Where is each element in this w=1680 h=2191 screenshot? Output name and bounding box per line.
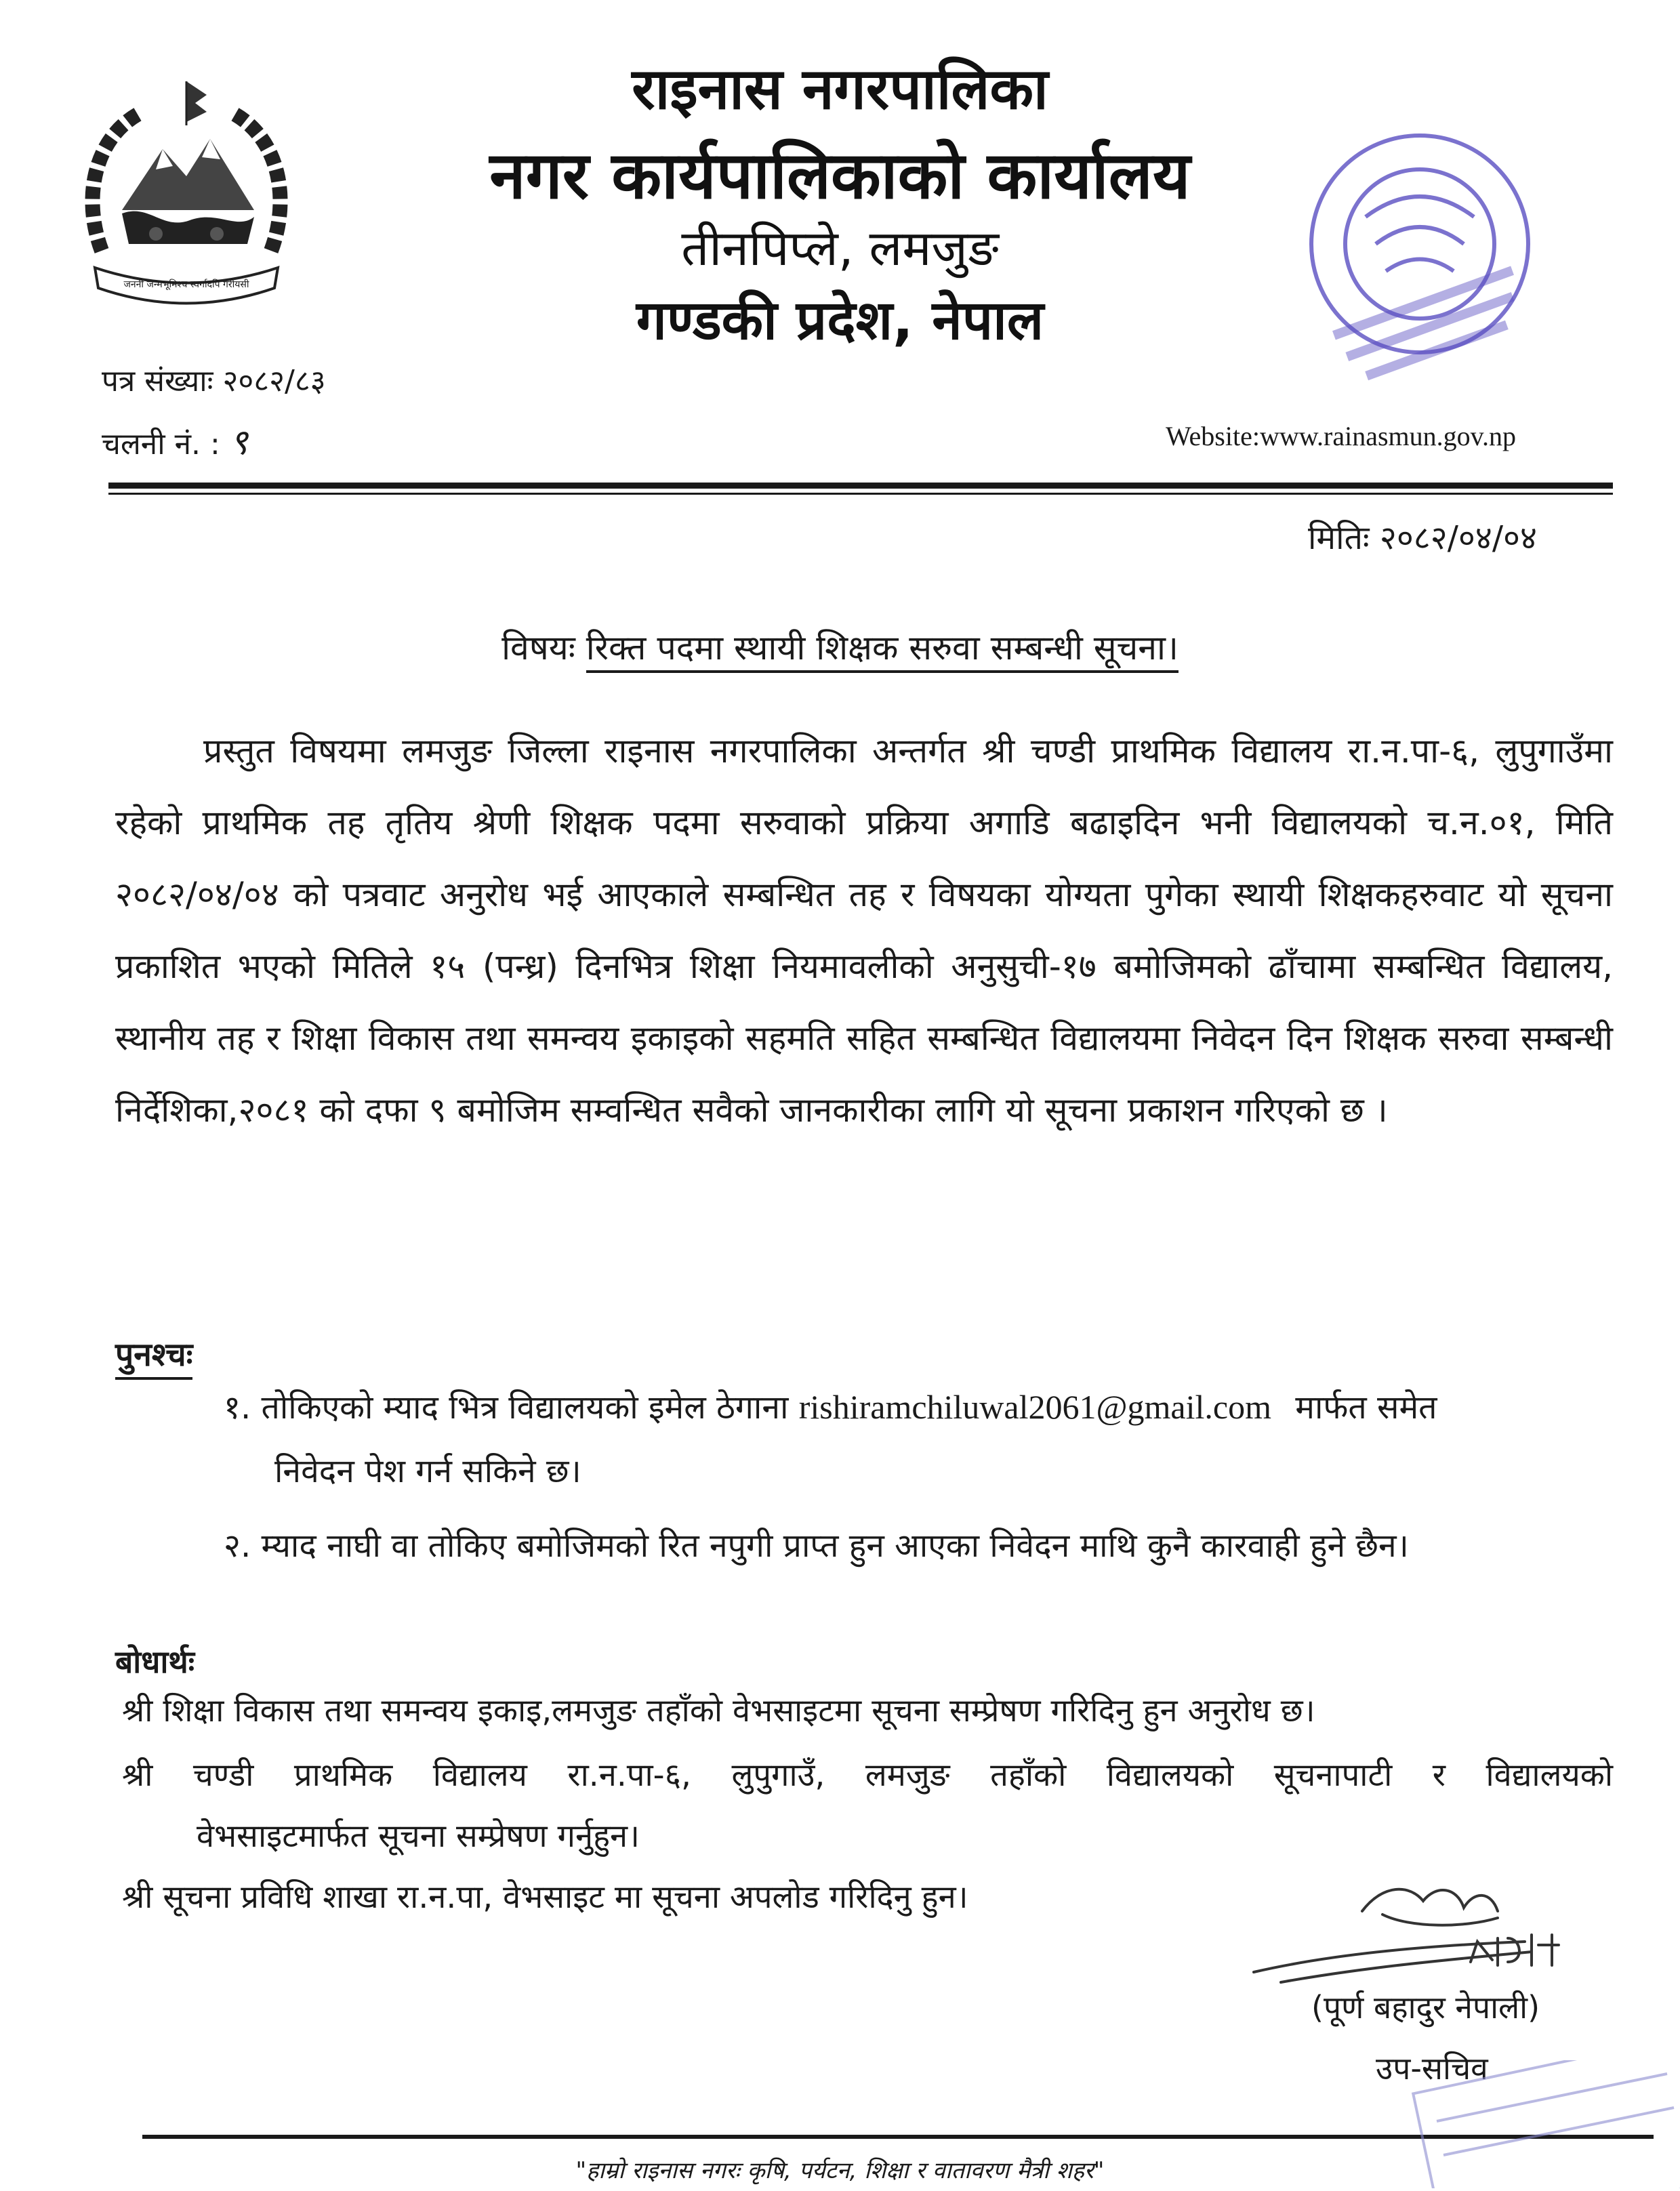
cc-item-1: श्री शिक्षा विकास तथा समन्वय इकाइ,लमजुङ तहाँको वेभसाइटमा सूचना सम्प्रेषण गरिदिनु हुन अनुरोध छ। [122, 1692, 1315, 1729]
province-country: गण्डकी प्रदेश, नेपाल [636, 289, 1044, 352]
cc-label: बोधार्थः [115, 1643, 195, 1680]
header-divider [108, 483, 1613, 489]
postscript-item-2: २. म्याद नाघी वा तोकिए बमोजिमको रित नपुगी प्राप्त हुन आएका निवेदन माथि कुनै कारवाही हुने छैन। [224, 1527, 1409, 1565]
body-paragraph: प्रस्तुत विषयमा लमजुङ जिल्ला राइनास नगरपालिका अन्तर्गत श्री चण्डी प्राथमिक विद्यालय रा.न.पा-६, लुपुगाउँमा रहेको प्राथमिक तह तृतिय श्रेणी शिक्षक पदमा सरुवाको प्रक्रिया अगाडि बढाइदिन भनी विद्यालयको च.न.०१, मिति २०८२/०४/०४ को पत्रवाट अनुरोध भई आएकाले सम्बन्धित तह र विषयका योग्यता पुगेका स्थायी शिक्षकहरुवाट यो सूचना प्रकाशित भएको मितिले १५ (पन्ध्र) दिनभित्र शिक्षा नियमावलीको अनुसुची-१७ बमोजिमको ढाँचामा सम्बन्धित विद्यालय, स्थानीय तह र शिक्षा विकास तथा समन्वय इकाइको सहमति सहित सम्बन्धित विद्यालयमा निवेदन दिन शिक्षक सरुवा सम्बन्धी निर्देशिका,२०८१ को दफा ९ बमोजिम सम्वन्धित सवैको जानकारीका लागि यो सूचना प्रकाशन गरिएको छ । [115, 731, 1613, 1130]
office-address: तीनपिप्ले, लमजुङ [681, 220, 999, 277]
dispatch-number [102, 417, 248, 465]
cc-item-2-cont: वेभसाइटमार्फत सूचना सम्प्रेषण गर्नुहुन। [197, 1818, 640, 1855]
website-text: Website:www.rainasmun.gov.np [1166, 421, 1517, 451]
postscript-label: पुनश्चः [115, 1332, 192, 1380]
school-email: rishiramchiluwal2061@gmail.com [798, 1388, 1271, 1426]
header-divider-thin [108, 493, 1613, 495]
signatory-name: (पूर्ण बहादुर नेपाली) [1311, 1989, 1540, 2026]
footer-motto: "हाम्रो राइनास नगरः कृषि, पर्यटन, शिक्षा र वातावरण मैत्री शहर" [575, 2157, 1105, 2184]
postscript-item-1-text-b: मार्फत समेत [1295, 1389, 1437, 1427]
subject-label: विषयः [501, 628, 575, 668]
dispatch-label: चलनी नं. : [102, 427, 220, 462]
municipality-seal-icon [1301, 102, 1552, 400]
emblem-motto: जननी जन्मभूमिश्च स्वर्गादपि गरीयसी [123, 279, 249, 290]
dispatch-value: ९ [229, 422, 248, 463]
signatory-stamp-icon [1410, 2060, 1680, 2188]
subject-line [0, 623, 1680, 670]
letter-number: पत्र संख्याः २०८२/८३ [102, 364, 326, 398]
cc-item-3: श्री सूचना प्रविधि शाखा रा.न.पा, वेभसाइट मा सूचना अपलोड गरिदिनु हुन। [122, 1879, 968, 1916]
office-name: नगर कार्यपालिकाको कार्यालय [489, 138, 1191, 213]
letter-date: मितिः २०८२/०४/०४ [1308, 519, 1537, 557]
postscript-item-1 [224, 1376, 1437, 1439]
postscript-item-1-text: १. तोकिएको म्याद भित्र विद्यालयको इमेल ठेगाना [224, 1389, 789, 1427]
municipality-name: राइनास नगरपालिका [632, 56, 1048, 122]
subject-text: रिक्त पदमा स्थायी शिक्षक सरुवा सम्बन्धी सूचना। [586, 628, 1179, 673]
signatory-title: उप-सचिव [1376, 2050, 1488, 2087]
cc-item-2: श्री चण्डी प्राथमिक विद्यालय रा.न.पा-६, लुपुगाउँ, लमजुङ तहाँको विद्यालयको सूचनापाटी र विद्यालयको [122, 1757, 1613, 1794]
postscript-item-1-cont: निवेदन पेश गर्न सकिने छ। [274, 1452, 581, 1490]
